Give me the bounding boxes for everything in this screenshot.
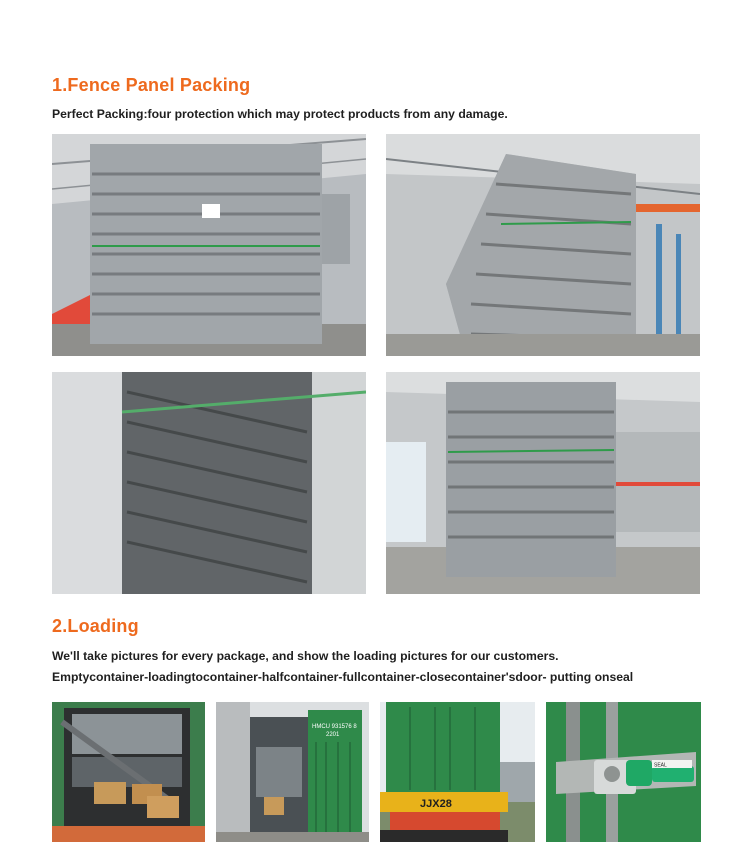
photo-container-seal [546, 702, 701, 842]
photo-pallet-side [386, 372, 700, 594]
loading-description-line2: Emptycontainer-loadingtocontainer-halfcontainer-fullcontainer-closecontainer'sdoor- putting onseal [52, 670, 634, 684]
loading-description-line1: We'll take pictures for every package, and show the loading pictures for our customers. [52, 649, 559, 663]
section-heading-loading: 2.Loading [52, 616, 139, 636]
seal-label: SEAL [654, 762, 667, 769]
container-code: HMCU 931576 8 [312, 724, 357, 730]
container-code-2: 2201 [326, 732, 340, 738]
packing-description: Perfect Packing:four protection which may protect products from any damage. [52, 107, 508, 121]
photo-full-container [216, 702, 369, 842]
photo-pallet-closeup [52, 372, 366, 594]
photo-pallet-front [52, 134, 366, 356]
photo-closed-container [380, 702, 535, 842]
photo-pallet-corner [386, 134, 700, 356]
truck-plate: JJX28 [420, 798, 452, 810]
photo-loading-container [52, 702, 205, 842]
section-heading-packing: 1.Fence Panel Packing [52, 75, 251, 95]
